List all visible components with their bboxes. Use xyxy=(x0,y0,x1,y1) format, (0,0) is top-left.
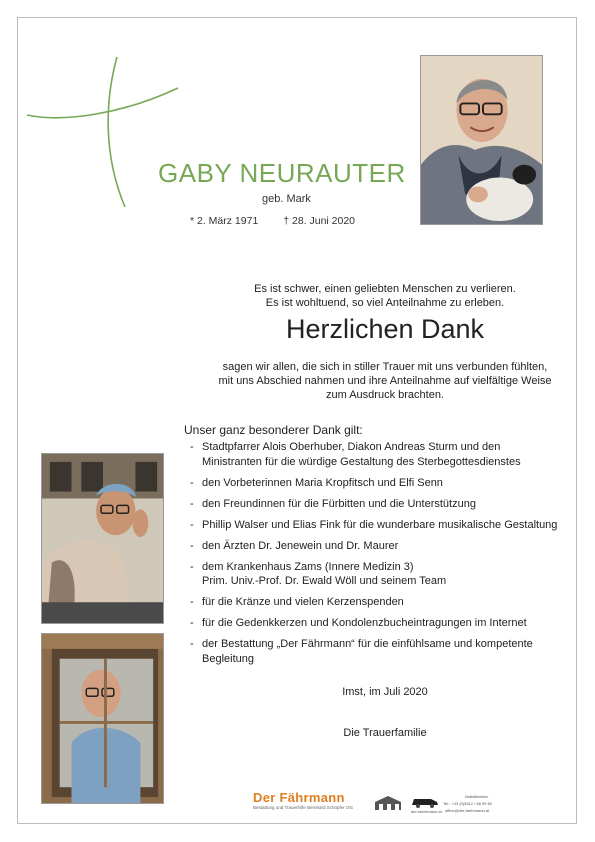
list-item-line: Prim. Univ.-Prof. Dr. Ewald Wöll und seinem Team xyxy=(202,575,447,587)
list-item xyxy=(190,539,580,554)
life-dates xyxy=(190,215,377,227)
intro-text xyxy=(190,282,580,310)
list-item-line: - für die Gedenkkerzen und Kondolenzbucheintragungen im Internet xyxy=(202,617,527,629)
special-thanks-title: Unser ganz besonderer Dank gilt: xyxy=(184,423,363,437)
list-item-line: - Stadtpfarrer Alois Oberhuber, Diakon Andreas Sturm und den xyxy=(202,441,501,453)
special-thanks-list xyxy=(190,440,580,673)
list-item-line: - Phillip Walser und Elias Fink für die wunderbare musikalische Gestaltung xyxy=(202,518,558,531)
list-item xyxy=(190,560,580,589)
portrait-photo xyxy=(420,55,543,225)
list-item xyxy=(190,497,580,512)
list-item xyxy=(190,476,580,491)
intro-line: Es ist wohltuend, so viel Anteilnahme zu erleben. xyxy=(265,297,505,309)
list-item-line: - der Bestattung „Der Fährmann“ für die einfühlsame und kompetente xyxy=(202,638,533,650)
list-item-line: Begleitung xyxy=(202,652,254,665)
birth-name: geb. Mark xyxy=(262,193,311,205)
brand-subtitle: Bestattung und Trauerhilfe Bernhard Schöpfer OG xyxy=(253,805,354,810)
thanks-text xyxy=(190,360,580,402)
house-icon xyxy=(373,794,403,812)
memorial-photo-window xyxy=(41,633,164,804)
list-item-line: - den Ärzten Dr. Jenewein und Dr. Maurer xyxy=(202,539,399,552)
footer-phone: Tel.: +43 (0)5412 / 66 99 60 xyxy=(443,801,493,806)
birth-date: * 2. März 1971 xyxy=(190,215,259,227)
list-item-line: - dem Krankenhaus Zams (Innere Medizin 3) xyxy=(202,560,414,573)
signature: Die Trauerfamilie xyxy=(343,727,427,739)
list-item xyxy=(190,518,580,533)
list-item xyxy=(190,440,580,469)
deceased-name: GABY NEURAUTER xyxy=(158,158,406,188)
place-date: Imst, im Juli 2020 xyxy=(342,686,428,698)
list-item xyxy=(190,595,580,610)
death-date: † 28. Juni 2020 xyxy=(283,215,356,227)
thanks-line: zum Ausdruck brachten. xyxy=(325,389,444,401)
list-item xyxy=(190,616,580,631)
thanks-line: mit uns Abschied nahmen und ihre Anteilnahme auf vielfältige Weise xyxy=(218,375,552,387)
headline: Herzlichen Dank xyxy=(285,314,485,344)
list-item xyxy=(190,637,580,666)
list-item-line: - für die Kränze und vielen Kerzenspenden xyxy=(202,596,404,608)
cross-icon xyxy=(25,55,185,215)
footer-web2: office@der-faehrmann.at xyxy=(445,808,490,813)
brand-name: Der Fährmann xyxy=(253,790,345,805)
hearse-icon xyxy=(411,796,439,808)
footer-web1: der-faehrmann.at xyxy=(411,809,442,814)
list-item-line: Ministranten für die würdige Gestaltung des Sterbegottesdienstes xyxy=(202,455,521,468)
footer-hotline: Notfalltelefon xyxy=(465,794,489,799)
memorial-photo-cafe xyxy=(41,453,164,624)
thanks-line: sagen wir allen, die sich in stiller Trauer mit uns verbunden fühlten, xyxy=(222,361,548,373)
intro-line: Es ist schwer, einen geliebten Menschen zu verlieren. xyxy=(254,283,516,295)
funeral-home-footer xyxy=(253,790,493,816)
list-item-line: - den Freundinnen für die Fürbitten und die Unterstützung xyxy=(202,497,476,510)
list-item-line: - den Vorbeterinnen Maria Kropfitsch und Elfi Senn xyxy=(202,476,443,489)
